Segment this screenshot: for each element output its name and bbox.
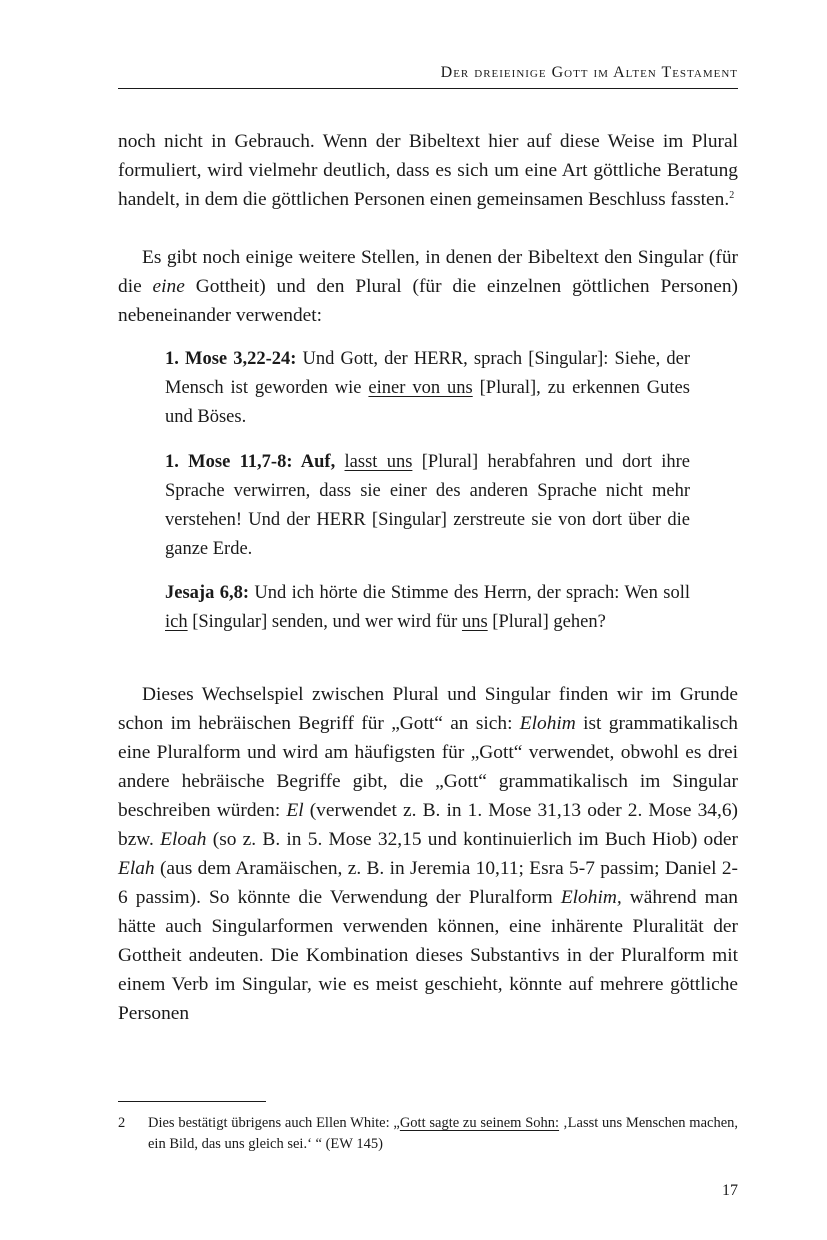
header-rule <box>118 88 738 89</box>
paragraph-2-text-a: Es gibt noch einige weitere Stellen, in denen der Bibeltext den Singular (für die <box>118 247 738 297</box>
quote-2-space <box>335 452 344 472</box>
quote-3-underline-uns: uns <box>461 612 488 632</box>
quote-1-text-a: Und Gott, der HERR, sprach [Singular]: Siehe, der Mensch ist geworden wie <box>165 349 690 398</box>
paragraph-1 <box>118 127 738 214</box>
quote-2-text: [Plural] herabfahren und dort ihre Sprache verwirren, dass sie einer des anderen Sprache nicht mehr verstehen! Und der HERR [Singular] zerstreute sie von dort über die ganze Erde. <box>165 452 691 559</box>
paragraph-3-text-1: Dieses Wechselspiel zwischen Plural und Singular finden wir im Grunde schon im hebräischen Begriff für „Gott“ an sich: <box>118 684 738 734</box>
quote-isaiah-6 <box>165 579 690 637</box>
quote-3-text-b: [Singular] senden, und wer wird für <box>187 612 462 632</box>
quote-1-underline: einer von uns <box>368 378 473 398</box>
quote-genesis-11 <box>165 448 690 564</box>
term-elohim: Elohim <box>519 713 576 734</box>
term-elah: Elah <box>118 858 155 879</box>
running-head: Der dreieinige Gott im Alten Testament <box>440 64 738 81</box>
quote-genesis-3 <box>165 345 690 432</box>
footnote-text <box>148 1113 738 1155</box>
quote-2-underline: lasst uns <box>344 452 413 472</box>
paragraph-3-text-5: (aus dem Aramäischen, z. B. in Jeremia 10,11; Esra 5-7 passim; Daniel 2-6 passim). So könnte die Verwendung der Pluralform <box>118 858 738 908</box>
term-elohim-2: Elohim, <box>560 887 622 908</box>
term-el: El <box>286 800 304 821</box>
footnote-text-b: ‚Lasst uns Menschen machen, ein Bild, das uns gleich sei.‘ “ (EW 145) <box>148 1115 738 1152</box>
quote-2-reference: 1. Mose 11,7-8: Auf, <box>165 452 336 472</box>
footnote-underline: Gott sagte zu seinem Sohn: <box>399 1115 560 1131</box>
footnote-rule <box>118 1101 266 1102</box>
footnote-reference[interactable]: 2 <box>729 190 735 201</box>
page-number: 17 <box>722 1182 738 1199</box>
term-eloah: Eloah <box>160 829 207 850</box>
paragraph-3-text-2: ist grammatikalisch eine Pluralform und wird am häufigsten für „Gott“ verwendet, obwohl es drei andere hebräische Begriffe gibt, die „Gott“ grammatikalisch im Singular beschreiben würden: <box>118 713 738 821</box>
paragraph-3-text-3: (verwendet z. B. in 1. Mose 31,13 oder 2. Mose 34,6) bzw. <box>118 800 739 850</box>
quote-3-text-c: [Plural] gehen? <box>487 612 606 632</box>
footnote-number: 2 <box>118 1115 126 1131</box>
quote-3-underline-ich: ich <box>165 612 188 632</box>
quote-1-reference: 1. Mose 3,22-24: <box>165 349 297 369</box>
paragraph-1-text: noch nicht in Gebrauch. Wenn der Bibeltext hier auf diese Weise im Plural formuliert, wird vielmehr deutlich, dass es sich um eine Art göttliche Beratung handelt, in dem die göttlichen Personen einen gemeinsamen Beschluss fassten. <box>118 131 738 210</box>
quote-3-text-a: Und ich hörte die Stimme des Herrn, der sprach: Wen soll <box>248 583 690 603</box>
paragraph-2-emphasis: eine <box>152 276 185 297</box>
quote-3-reference: Jesaja 6,8: <box>165 583 249 603</box>
paragraph-3-text-6: während man hätte auch Singularformen verwenden können, eine inhärente Pluralität der Gottheit andeuten. Die Kombination dieses Substantivs in der Pluralform mit einem Verb im Singular, wie es meist geschieht, könnte auf mehrere göttliche Personen <box>118 887 738 1024</box>
quote-1-text-b: [Plural], zu erkennen Gutes und Böses. <box>165 378 690 427</box>
paragraph-3 <box>118 680 738 1028</box>
paragraph-3-text-4: (so z. B. in 5. Mose 32,15 und kontinuierlich im Buch Hiob) oder <box>206 829 738 850</box>
footnote-text-a: Dies bestätigt übrigens auch Ellen White: „ <box>148 1115 400 1131</box>
footnote <box>118 1113 738 1155</box>
paragraph-2-text-b: Gottheit) und den Plural (für die einzelnen göttlichen Personen) nebeneinander verwendet: <box>118 276 738 326</box>
paragraph-2 <box>118 243 738 330</box>
